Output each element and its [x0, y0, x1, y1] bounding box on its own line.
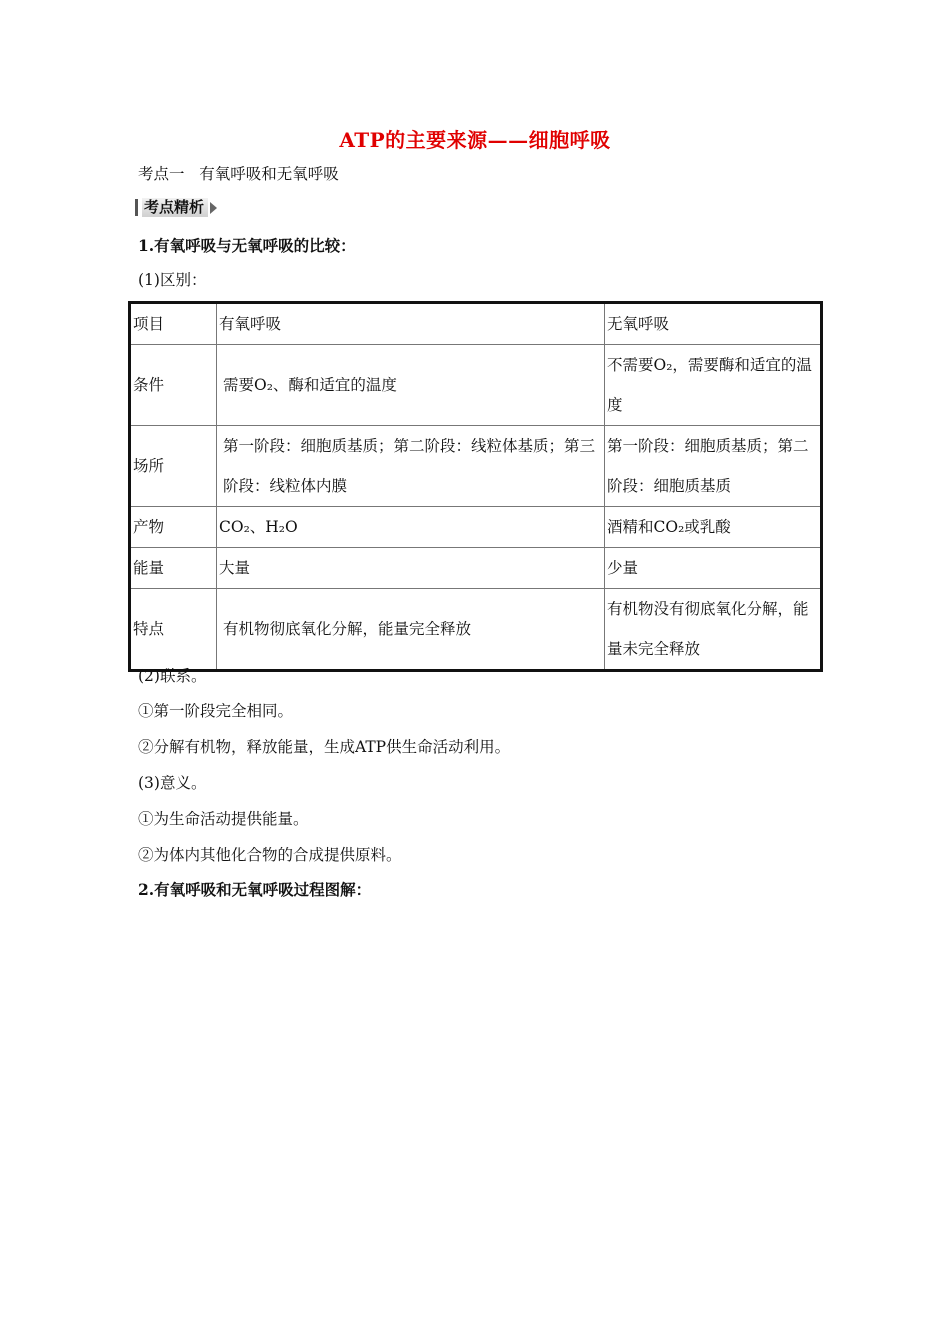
page-title: ATP的主要来源——细胞呼吸 [339, 128, 611, 152]
table-row [130, 426, 822, 507]
table-row [130, 548, 822, 589]
part2-item: ①第一阶段完全相同。 [138, 702, 294, 720]
part3-label: (3)意义。 [138, 774, 207, 792]
tag-bar-icon [135, 199, 138, 216]
table-cell-anaerobic: 酒精和CO₂或乳酸 [605, 507, 822, 548]
table-header-cell: 项目 [130, 303, 217, 345]
table-cell-item: 产物 [130, 507, 217, 548]
part3-item: ①为生命活动提供能量。 [138, 810, 309, 828]
section-tag-label: 考点精析 [142, 198, 208, 217]
table-row [130, 345, 822, 426]
table-cell-aerobic: 有机物彻底氧化分解，能量完全释放 [217, 589, 605, 671]
table-cell-aerobic: 第一阶段：细胞质基质；第二阶段：线粒体基质；第三阶段：线粒体内膜 [217, 426, 605, 507]
table-cell-anaerobic: 第一阶段：细胞质基质；第二阶段：细胞质基质 [605, 426, 822, 507]
table-cell-item: 能量 [130, 548, 217, 589]
table-cell-aerobic: 需要O₂、酶和适宜的温度 [217, 345, 605, 426]
part2-item: ②分解有机物，释放能量，生成ATP供生命活动利用。 [138, 738, 511, 756]
table-header-row [130, 303, 822, 345]
table-header-cell: 有氧呼吸 [217, 303, 605, 345]
table-cell-item: 特点 [130, 589, 217, 671]
table-cell-anaerobic: 少量 [605, 548, 822, 589]
table-header-cell: 无氧呼吸 [605, 303, 822, 345]
section2-heading: 2.有氧呼吸和无氧呼吸过程图解： [138, 880, 372, 899]
section-tag [135, 198, 217, 217]
triangle-arrow-icon [210, 202, 217, 214]
table-row [130, 589, 822, 671]
table-cell-item: 条件 [130, 345, 217, 426]
table-cell-aerobic: CO₂、H₂O [217, 507, 605, 548]
section1-heading: 1.有氧呼吸与无氧呼吸的比较： [138, 236, 356, 255]
exam-point-subtitle: 考点一 有氧呼吸和无氧呼吸 [138, 165, 339, 183]
part1-label: (1)区别： [138, 271, 207, 289]
table-cell-aerobic: 大量 [217, 548, 605, 589]
part2-label: (2)联系。 [138, 667, 207, 685]
table-cell-anaerobic: 不需要O₂，需要酶和适宜的温度 [605, 345, 822, 426]
table-cell-anaerobic: 有机物没有彻底氧化分解，能量未完全释放 [605, 589, 822, 671]
table-cell-item: 场所 [130, 426, 217, 507]
part3-item: ②为体内其他化合物的合成提供原料。 [138, 846, 402, 864]
comparison-table [128, 301, 823, 672]
table-row [130, 507, 822, 548]
